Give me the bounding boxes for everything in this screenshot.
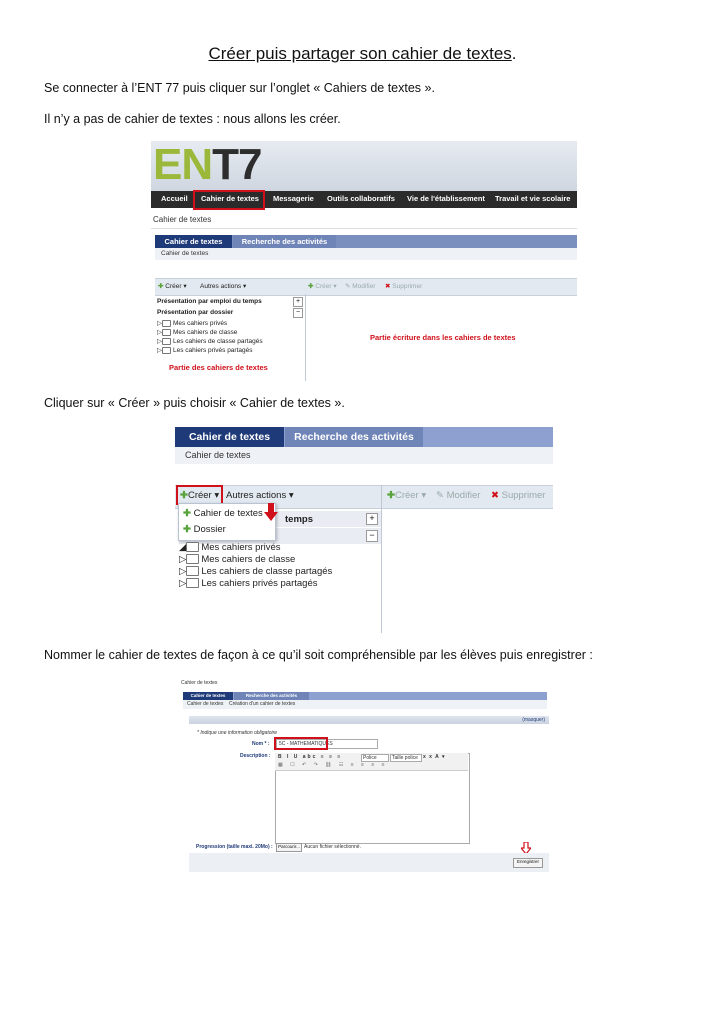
breadcrumb: Cahier de textes — [151, 213, 577, 229]
nav-vie-etablissement[interactable]: Vie de l'établissement — [407, 194, 485, 203]
ent77-logo: ENT7 — [153, 141, 262, 189]
folder-icon — [162, 329, 171, 336]
breadcrumb — [183, 700, 547, 709]
title-period: . — [511, 44, 517, 63]
menu-item-dossier[interactable]: ✚ Dossier — [183, 524, 226, 535]
collapse-icon[interactable]: − — [293, 308, 303, 318]
paragraph-name: Nommer le cahier de textes de façon à ce qu’il soit compréhensible par les élèves puis enregistrer : — [44, 648, 593, 662]
screenshot-create-form — [179, 677, 549, 872]
tab-cahier-de-textes[interactable]: Cahier de textes — [183, 692, 233, 700]
tree-item[interactable]: ▷ Mes cahiers privés — [157, 320, 228, 327]
no-file-text: Aucun fichier sélectionné. — [304, 844, 361, 850]
tree-item[interactable]: ▷ Mes cahiers de classe — [157, 329, 238, 336]
other-actions-button[interactable]: Autres actions ▾ — [226, 490, 294, 501]
tab-cahier-de-textes[interactable]: Cahier de textes — [155, 235, 232, 248]
annotation-left: Partie des cahiers de textes — [169, 363, 268, 372]
create-button[interactable]: ✚Créer ▾ — [180, 490, 220, 501]
plus-icon: ✚ — [387, 490, 395, 501]
crumb-2: Création d'un cahier de textes — [229, 701, 296, 707]
document-title — [0, 44, 725, 64]
left-pane — [155, 294, 306, 381]
nav-outils-collaboratifs[interactable]: Outils collaboratifs — [327, 194, 395, 203]
folder-icon — [186, 578, 199, 588]
paragraph-create: Cliquer sur « Créer » puis choisir « Cahier de textes ». — [44, 396, 345, 410]
folder-icon — [162, 320, 171, 327]
tree-item[interactable]: ▷ Les cahiers de classe partagés — [179, 566, 333, 577]
collapse-icon[interactable]: − — [366, 530, 378, 542]
browse-button[interactable]: Parcourir... — [276, 843, 302, 852]
create-right-button[interactable]: ✚ Créer ▾ — [308, 283, 337, 290]
annotation-right: Partie écriture dans les cahiers de textes — [370, 333, 516, 342]
plus-icon: ✚ — [183, 508, 191, 519]
delete-icon: ✖ — [491, 490, 499, 501]
editor-toolbar — [275, 753, 468, 771]
pane-divider — [381, 485, 382, 633]
title-text: Créer puis partager son cahier de textes — [208, 44, 512, 63]
create-right-button[interactable]: ✚Créer ▾ — [387, 490, 427, 501]
tree-item[interactable]: ▷ Les cahiers privés partagés — [179, 578, 318, 589]
pencil-icon: ✎ — [436, 490, 444, 501]
delete-icon: ✖ — [385, 283, 391, 290]
menu-item-cahier[interactable]: ✚ Cahier de textes — [183, 508, 263, 519]
folder-icon — [162, 338, 171, 345]
tree-item[interactable]: ▷ Mes cahiers de classe — [179, 554, 296, 565]
plus-icon: ✚ — [183, 524, 191, 535]
arrow-down-icon — [521, 841, 531, 853]
panel-dossier[interactable]: Présentation par dossier — [157, 309, 234, 316]
tree-item[interactable]: ▷ Les cahiers de classe partagés — [157, 338, 263, 345]
nom-label: Nom * : — [252, 741, 270, 747]
nav-travail-vie-scolaire[interactable]: Travail et vie scolaire — [495, 194, 571, 203]
form-footer — [189, 853, 549, 872]
plus-icon: ✚ — [308, 283, 314, 290]
tab-recherche-activites[interactable]: Recherche des activités — [233, 235, 336, 248]
folder-icon — [162, 347, 171, 354]
tab-cahier-de-textes[interactable]: Cahier de textes — [175, 427, 284, 447]
pencil-icon: ✎ — [345, 283, 351, 290]
delete-button[interactable]: ✖ Supprimer — [385, 283, 423, 290]
folder-icon — [186, 566, 199, 576]
nav-accueil[interactable]: Accueil — [161, 194, 188, 203]
nom-value: 5C - MATHEMATIQUES — [279, 741, 333, 747]
form-header — [189, 716, 549, 724]
tree-item[interactable]: ◢ Mes cahiers privés — [179, 542, 281, 553]
other-actions-button[interactable]: Autres actions ▾ — [200, 283, 247, 290]
editor-buttons-row2[interactable]: ▦ ☐ ↶ ↷ ⛓ ☷ ≡ ≡ ≡ ≡ — [278, 762, 388, 768]
close-link[interactable]: (masquer) — [522, 717, 545, 723]
paragraph-connect: Se connecter à l’ENT 77 puis cliquer sur l’onglet « Cahiers de textes ». — [44, 81, 435, 95]
plus-icon: ✚ — [158, 283, 164, 290]
crumb-1[interactable]: Cahier de textes — [187, 701, 224, 707]
panel-emploi[interactable]: Présentation par emploi du temps — [157, 298, 262, 305]
format-buttons[interactable]: B I U abc ≡ ≡ ≡ — [278, 754, 343, 760]
plus-icon: ✚ — [180, 490, 188, 501]
size-select[interactable]: Taille police — [390, 754, 422, 762]
tree-item[interactable]: ▷ Les cahiers privés partagés — [157, 347, 253, 354]
expand-icon[interactable]: + — [366, 513, 378, 525]
create-button[interactable]: ✚ Créer ▾ — [158, 283, 187, 290]
progression-label: Progression (taille maxi. 20Mo) : — [196, 844, 273, 850]
nav-messagerie[interactable]: Messagerie — [273, 194, 314, 203]
save-button[interactable]: Enregistrer — [513, 858, 543, 868]
screenshot-ent-home — [151, 141, 577, 381]
font-select[interactable]: Police — [361, 754, 389, 762]
panel-emploi-label: temps — [285, 514, 313, 525]
tab-recherche-activites[interactable]: Recherche des activités — [234, 692, 309, 700]
required-note: * Indique une information obligatoire — [197, 730, 278, 736]
modify-button[interactable]: ✎ Modifier — [345, 283, 376, 290]
expand-icon[interactable]: + — [293, 297, 303, 307]
screenshot-create-menu — [175, 425, 553, 633]
modify-button[interactable]: ✎ Modifier — [436, 490, 481, 501]
page-label: Cahier de textes — [181, 680, 218, 686]
paragraph-none: Il n’y a pas de cahier de textes : nous allons les créer. — [44, 112, 341, 126]
sub-breadcrumb: Cahier de textes — [155, 248, 577, 260]
arrow-down-icon — [264, 503, 278, 521]
create-dropdown-menu — [178, 503, 276, 541]
style-buttons[interactable]: x x A ▾ — [423, 754, 446, 760]
highlight-box — [274, 737, 328, 750]
nav-cahier-de-textes[interactable]: Cahier de textes — [201, 194, 259, 203]
highlight-box — [193, 190, 265, 210]
tab-recherche-activites[interactable]: Recherche des activités — [285, 427, 423, 447]
description-label: Description : — [240, 753, 271, 759]
highlight-box — [176, 485, 223, 505]
folder-icon — [186, 554, 199, 564]
sub-breadcrumb: Cahier de textes — [175, 447, 553, 464]
delete-button[interactable]: ✖ Supprimer — [491, 490, 546, 501]
folder-icon — [186, 542, 199, 552]
